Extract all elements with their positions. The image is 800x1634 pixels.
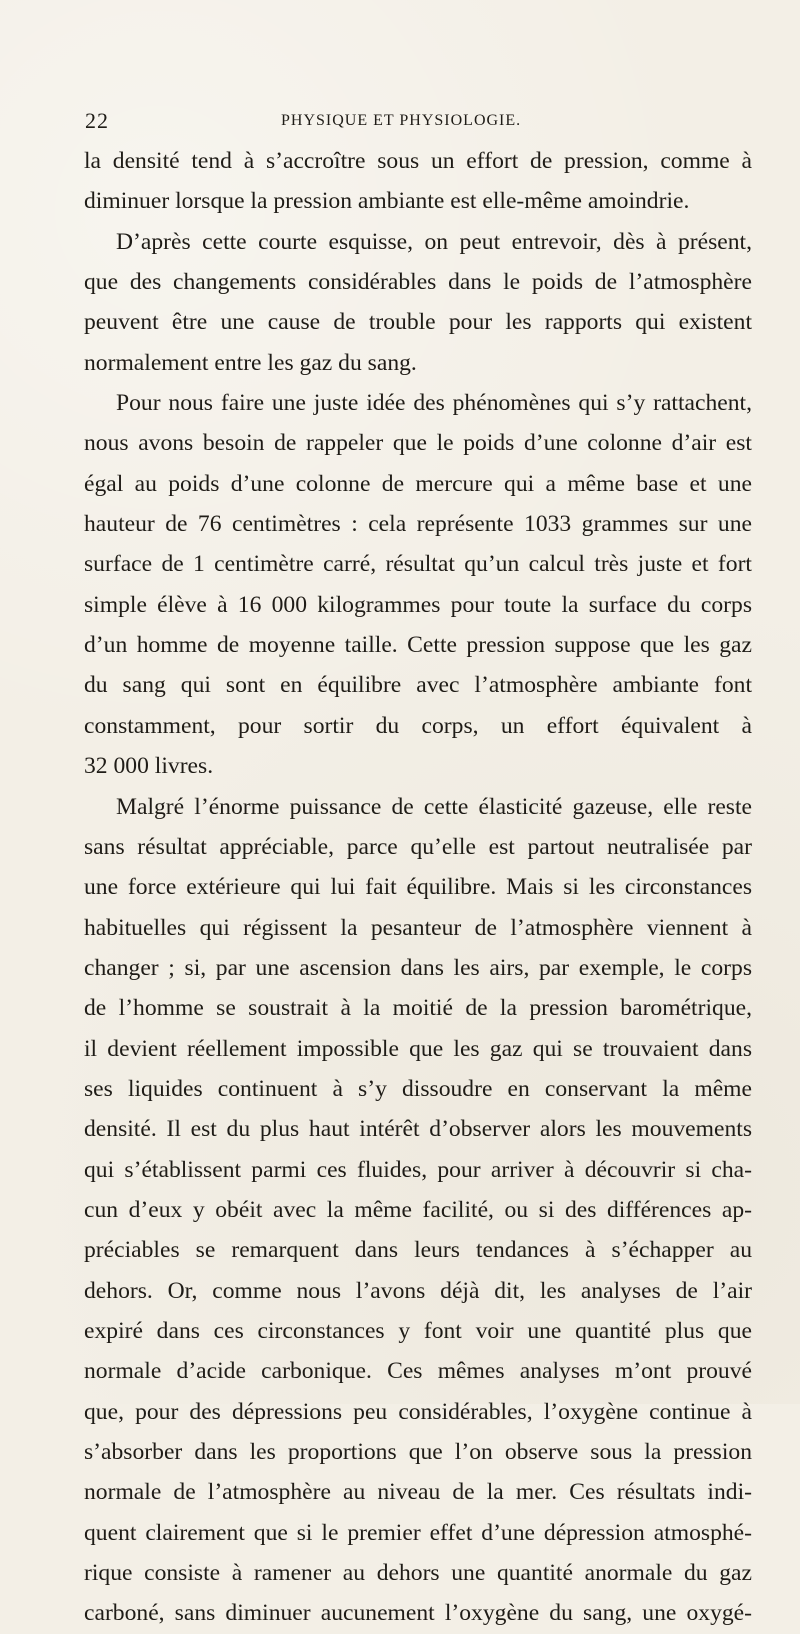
text-line: de l’homme se soustrait à la moitié de la pression barométrique, — [84, 995, 752, 1022]
text-line: carboné, sans diminuer aucunement l’oxygène du sang, une oxygé- — [84, 1600, 752, 1627]
text-line: sans résultat appréciable, parce qu’elle est partout neutralisée par — [84, 833, 752, 860]
text-line: normale d’acide carbonique. Ces mêmes analyses m’ont prouvé — [84, 1358, 752, 1385]
paragraph-first-line: D’après cette courte esquisse, on peut entrevoir, dès à présent, — [116, 228, 752, 255]
text-line: qui s’établissent parmi ces fluides, pour arriver à découvrir si cha- — [84, 1156, 752, 1183]
text-line: normale de l’atmosphère au niveau de la mer. Ces résultats indi- — [84, 1479, 752, 1506]
text-line: dehors. Or, comme nous l’avons déjà dit, les analyses de l’air — [84, 1277, 752, 1304]
text-line: constamment, pour sortir du corps, un effort équivalent à — [84, 712, 752, 739]
text-line: que des changements considérables dans le poids de l’atmosphère — [84, 269, 752, 296]
text-line: il devient réellement impossible que les gaz qui se trouvaient dans — [84, 1035, 752, 1062]
text-line: hauteur de 76 centimètres : cela représente 1033 grammes sur une — [84, 511, 752, 538]
text-line: s’absorber dans les proportions que l’on observe sous la pression — [84, 1439, 752, 1465]
text-line: surface de 1 centimètre carré, résultat qu’un calcul très juste et fort — [84, 551, 752, 578]
text-line: simple élève à 16 000 kilogrammes pour toute la surface du corps — [84, 591, 752, 618]
text-line: du sang qui sont en équilibre avec l’atmosphère ambiante font — [84, 672, 752, 699]
text-line: nous avons besoin de rappeler que le poids d’une colonne d’air est — [84, 430, 752, 457]
text-line: que, pour des dépressions peu considérables, l’oxygène continue à — [84, 1398, 752, 1425]
paragraph-first-line: Malgré l’énorme puissance de cette élasticité gazeuse, elle reste — [116, 793, 752, 820]
text-line: d’un homme de moyenne taille. Cette pression suppose que les gaz — [84, 632, 752, 659]
text-line: une force extérieure qui lui fait équilibre. Mais si les circonstances — [84, 874, 752, 901]
text-line: égal au poids d’une colonne de mercure qui a même base et une — [84, 470, 752, 497]
page-header — [85, 108, 760, 142]
text-line: 32 000 livres. — [84, 753, 214, 780]
text-line: peuvent être une cause de trouble pour les rapports qui existent — [84, 309, 752, 336]
paragraph-first-line: Pour nous faire une juste idée des phénomènes qui s’y rattachent, — [116, 390, 752, 417]
text-line: diminuer lorsque la pression ambiante est elle-même amoindrie. — [84, 188, 690, 215]
text-line: normalement entre les gaz du sang. — [84, 349, 417, 376]
text-line: changer ; si, par une ascension dans les airs, par exemple, le corps — [84, 954, 752, 981]
running-head: PHYSIQUE ET PHYSIOLOGIE. — [281, 112, 522, 129]
page-number: 22 — [85, 108, 109, 133]
body-text — [84, 141, 752, 1634]
text-line: expiré dans ces circonstances y font voir une quantité plus que — [84, 1317, 752, 1344]
text-line: préciables se remarquent dans leurs tendances à s’échapper au — [84, 1237, 752, 1264]
text-line: cun d’eux y obéit avec la même facilité, ou si des différences ap- — [84, 1196, 752, 1223]
text-line: quent clairement que si le premier effet d’une dépression atmosphé- — [84, 1519, 752, 1546]
text-line: habituelles qui régissent la pesanteur de l’atmosphère viennent à — [84, 914, 752, 941]
text-line: rique consiste à ramener au dehors une quantité anormale du gaz — [84, 1560, 752, 1587]
text-line: ses liquides continuent à s’y dissoudre en conservant la même — [84, 1075, 752, 1102]
text-line: la densité tend à s’accroître sous un effort de pression, comme à — [84, 148, 752, 174]
text-line: densité. Il est du plus haut intérêt d’observer alors les mouvements — [84, 1116, 752, 1143]
